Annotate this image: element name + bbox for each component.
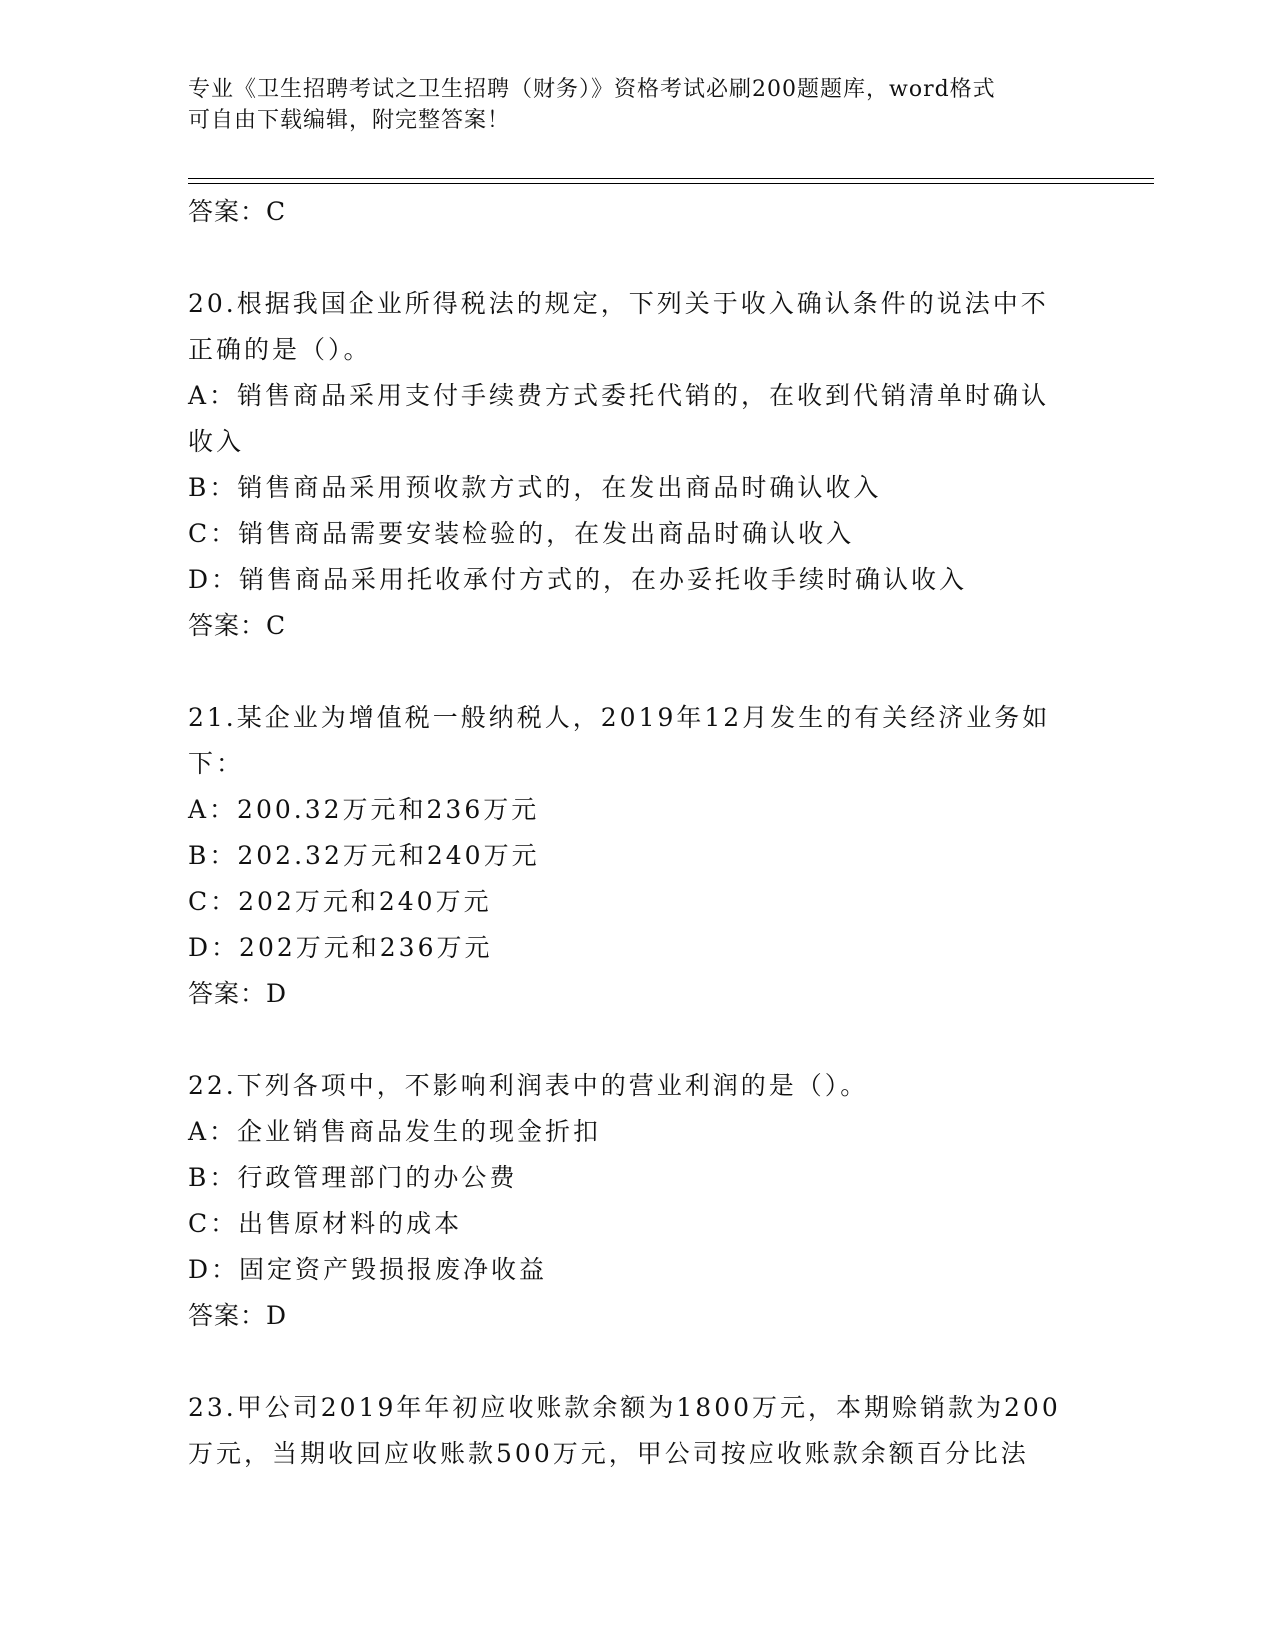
question-line: 21.某企业为增值税一般纳税人，2019年12月发生的有关经济业务如 bbox=[188, 703, 1051, 732]
option-line: C：出售原材料的成本 bbox=[188, 1209, 463, 1238]
option-d bbox=[188, 557, 1088, 603]
answer-line: 答案：C bbox=[188, 197, 287, 226]
question-line: 22.下列各项中，不影响利润表中的营业利润的是（）。 bbox=[188, 1071, 869, 1100]
question-text bbox=[188, 695, 1088, 787]
question-block bbox=[188, 1063, 1088, 1339]
question-line: 23.甲公司2019年年初应收账款余额为1800万元，本期赊销款为200 bbox=[188, 1393, 1061, 1422]
question-block bbox=[188, 281, 1088, 649]
option-line: D：销售商品采用托收承付方式的，在办妥托收手续时确认收入 bbox=[188, 565, 968, 594]
question-line: 20.根据我国企业所得税法的规定，下列关于收入确认条件的说法中不 bbox=[188, 289, 1049, 318]
answer-line: 答案：D bbox=[188, 979, 288, 1008]
option-a bbox=[188, 787, 1088, 833]
option-d bbox=[188, 1247, 1088, 1293]
spacer bbox=[188, 1339, 1088, 1385]
option-c bbox=[188, 879, 1088, 925]
header-line-1: 专业《卫生招聘考试之卫生招聘（财务）》资格考试必刷200题题库，word格式 bbox=[188, 77, 996, 102]
question-line: 万元，当期收回应收账款500万元，甲公司按应收账款余额百分比法 bbox=[188, 1439, 1029, 1468]
question-block bbox=[188, 1385, 1088, 1477]
header-rule-top bbox=[188, 178, 1154, 179]
answer-line: 答案：D bbox=[188, 1301, 288, 1330]
option-d bbox=[188, 925, 1088, 971]
spacer bbox=[188, 1017, 1088, 1063]
option-line: C：销售商品需要安装检验的，在发出商品时确认收入 bbox=[188, 519, 855, 548]
spacer bbox=[188, 649, 1088, 695]
option-line: B：销售商品采用预收款方式的，在发出商品时确认收入 bbox=[188, 473, 882, 502]
option-a bbox=[188, 1109, 1088, 1155]
question-text bbox=[188, 1385, 1088, 1477]
answer-line: 答案：C bbox=[188, 611, 287, 640]
option-line: 收入 bbox=[188, 427, 245, 456]
question-text bbox=[188, 1063, 1088, 1109]
option-line: B：202.32万元和240万元 bbox=[188, 841, 540, 870]
option-line: A：200.32万元和236万元 bbox=[188, 795, 540, 824]
option-b bbox=[188, 1155, 1088, 1201]
option-b bbox=[188, 465, 1088, 511]
option-a bbox=[188, 373, 1088, 465]
document-header bbox=[188, 74, 1068, 136]
option-line: D：202万元和236万元 bbox=[188, 933, 493, 962]
option-line: D：固定资产毁损报废净收益 bbox=[188, 1255, 548, 1284]
option-c bbox=[188, 511, 1088, 557]
question-line: 下： bbox=[188, 749, 245, 778]
option-line: A：企业销售商品发生的现金折扣 bbox=[188, 1117, 602, 1146]
question-line: 正确的是（）。 bbox=[188, 335, 372, 364]
document-body bbox=[188, 189, 1088, 1477]
header-rule-bottom bbox=[188, 183, 1154, 184]
question-block bbox=[188, 695, 1088, 1017]
header-line-2: 可自由下载编辑，附完整答案！ bbox=[188, 108, 511, 133]
option-line: A：销售商品采用支付手续费方式委托代销的，在收到代销清单时确认 bbox=[188, 381, 1050, 410]
option-b bbox=[188, 833, 1088, 879]
option-line: C：202万元和240万元 bbox=[188, 887, 492, 916]
option-line: B：行政管理部门的办公费 bbox=[188, 1163, 518, 1192]
spacer bbox=[188, 235, 1088, 281]
option-c bbox=[188, 1201, 1088, 1247]
question-text bbox=[188, 281, 1088, 373]
